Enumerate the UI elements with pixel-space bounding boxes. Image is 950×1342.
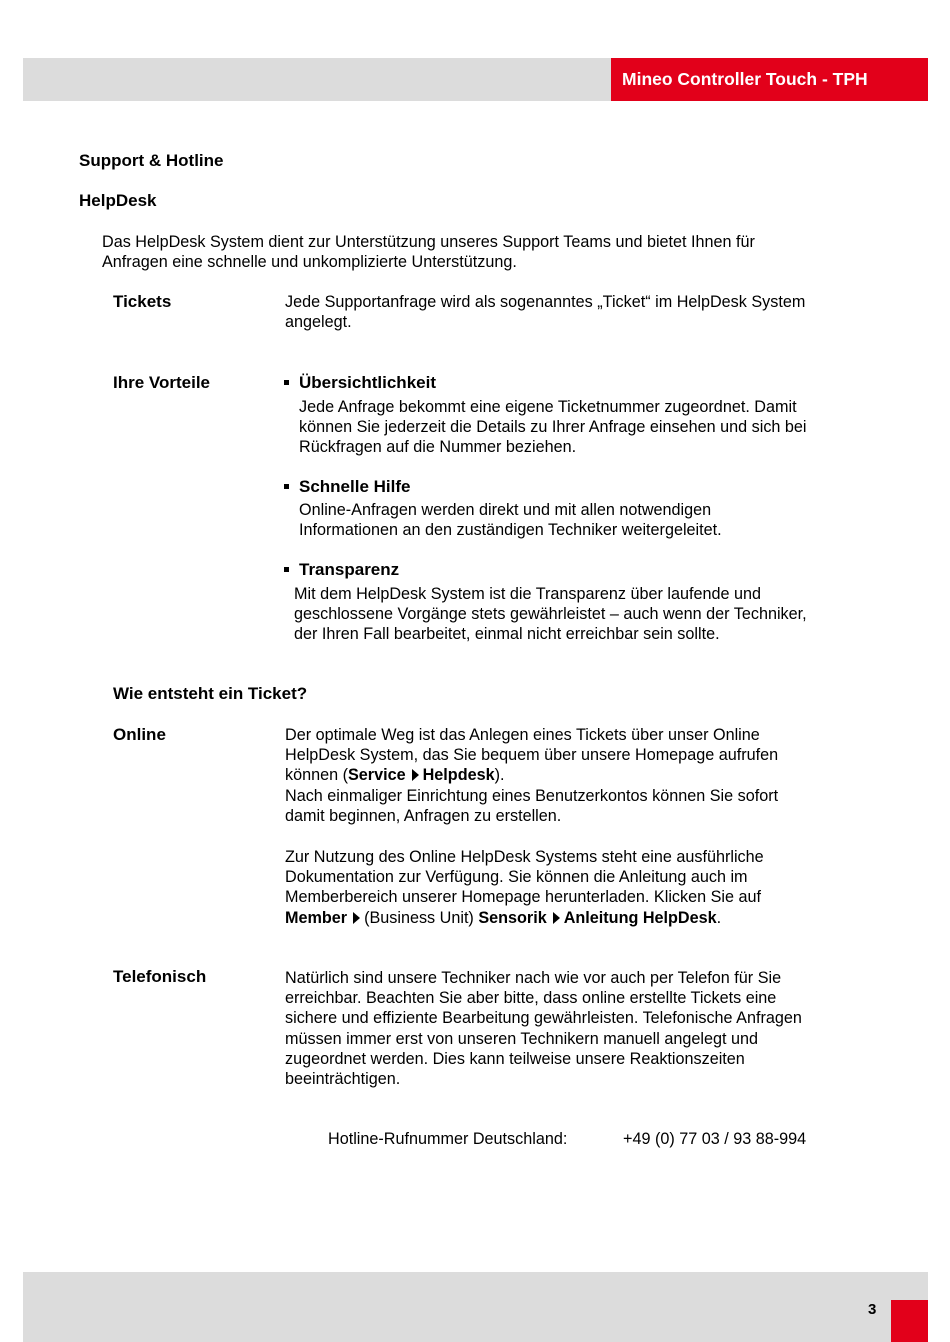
bullet-icon [284,484,289,489]
online-line [285,765,778,785]
online-line-text: können ( [285,766,348,785]
hotline-label: Hotline-Rufnummer Deutschland: [328,1130,568,1148]
vorteil-line: können Sie jederzeit die Details zu Ihrer Anfrage einsehen und sich bei [299,418,807,437]
member-link[interactable]: Member [285,908,348,927]
online-line-text: ). [494,766,505,785]
online-line [285,908,764,928]
online-line-text: . [716,908,722,927]
vorteil-line: Rückfragen auf die Nummer beziehen. [299,438,577,457]
telefonisch-line: Natürlich sind unsere Techniker nach wie vor auch per Telefon für Sie [285,969,782,987]
online-line: damit beginnen, Anfragen zu erstellen. [285,806,562,825]
business-unit-text: (Business Unit) [364,908,474,927]
vorteil-line: der Ihren Fall bearbeitet, einmal nicht erreichbar sein sollte. [294,625,720,644]
bullet-icon [284,567,289,572]
arrow-right-icon [412,769,419,781]
vorteil-line: Informationen an den zuständigen Techniker weitergeleitet. [299,521,722,540]
tickets-text [285,292,805,332]
arrow-right-icon [353,912,360,924]
entstehung-title: Wie entsteht ein Ticket? [113,684,308,703]
helpdesk-intro [102,232,755,272]
vorteil-line: Mit dem HelpDesk System ist die Transparenz über laufende und [294,585,761,603]
vorteil-text [299,397,807,458]
section-title: Support & Hotline [79,151,224,170]
vorteil-line: geschlossene Vorgänge stets gewährleistet – auch wenn der Techniker, [294,605,807,624]
tickets-label: Tickets [113,292,172,311]
service-link[interactable]: Service [348,766,406,785]
arrow-right-icon [553,912,560,924]
telefonisch-text [285,968,802,1089]
online-doc-text [285,847,764,928]
telefonisch-line: müssen immer erst von unseren Technikern manuell angelegt und [285,1029,758,1048]
telefonisch-line: sichere und effiziente Bearbeitung gewährleisten. Telefonische Anfragen [285,1009,802,1028]
telefonisch-line: beeinträchtigen. [285,1070,401,1089]
online-line: Dokumentation zur Verfügung. Sie können die Anleitung auch im [285,868,748,887]
vorteil-text [299,500,722,540]
document-title: Mineo Controller Touch - TPH [622,69,868,89]
online-line: Memberbereich unserer Homepage herunterladen. Klicken Sie auf [285,888,761,907]
intro-line: Das HelpDesk System dient zur Unterstützung unseres Support Teams und bietet Ihnen für [102,233,755,251]
online-line: Zur Nutzung des Online HelpDesk Systems steht eine ausführliche [285,848,764,866]
online-line: Der optimale Weg ist das Anlegen eines Tickets über unser Online [285,726,760,744]
footer-accent [891,1300,928,1342]
online-line: HelpDesk System, das Sie bequem über unsere Homepage aufrufen [285,746,779,765]
intro-line: Anfragen eine schnelle und unkomplizierte Unterstützung. [102,253,517,272]
helpdesk-link[interactable]: Helpdesk [422,766,495,785]
bullet-icon [284,380,289,385]
vorteile-label: Ihre Vorteile [113,373,210,392]
helpdesk-title: HelpDesk [79,191,157,210]
telefonisch-line: erreichbar. Beachten Sie aber bitte, dass online erstellte Tickets eine [285,989,777,1008]
online-label: Online [113,725,166,744]
tickets-line: Jede Supportanfrage wird als sogenanntes „Ticket“ im HelpDesk System [285,293,806,311]
vorteil-title: Übersichtlichkeit [299,373,436,392]
page-number: 3 [868,1301,877,1318]
vorteil-line: Online-Anfragen werden direkt und mit allen notwendigen [299,501,712,519]
hotline-number: +49 (0) 77 03 / 93 88-994 [623,1130,807,1148]
online-line: Nach einmaliger Einrichtung eines Benutzerkontos können Sie sofort [285,786,779,805]
online-text [285,725,778,826]
vorteil-text [294,584,807,645]
vorteil-title: Schnelle Hilfe [299,477,411,496]
telefonisch-label: Telefonisch [113,967,207,986]
anleitung-link[interactable]: Anleitung HelpDesk [563,908,717,927]
tickets-line: angelegt. [285,313,352,332]
vorteil-line: Jede Anfrage bekommt eine eigene Ticketnummer zugeordnet. Damit [299,398,797,416]
vorteil-title: Transparenz [299,560,400,579]
telefonisch-line: zugeordnet werden. Dies kann teilweise unsere Reaktionszeiten [285,1049,745,1068]
sensorik-link[interactable]: Sensorik [478,908,547,927]
footer-bar [23,1272,928,1342]
